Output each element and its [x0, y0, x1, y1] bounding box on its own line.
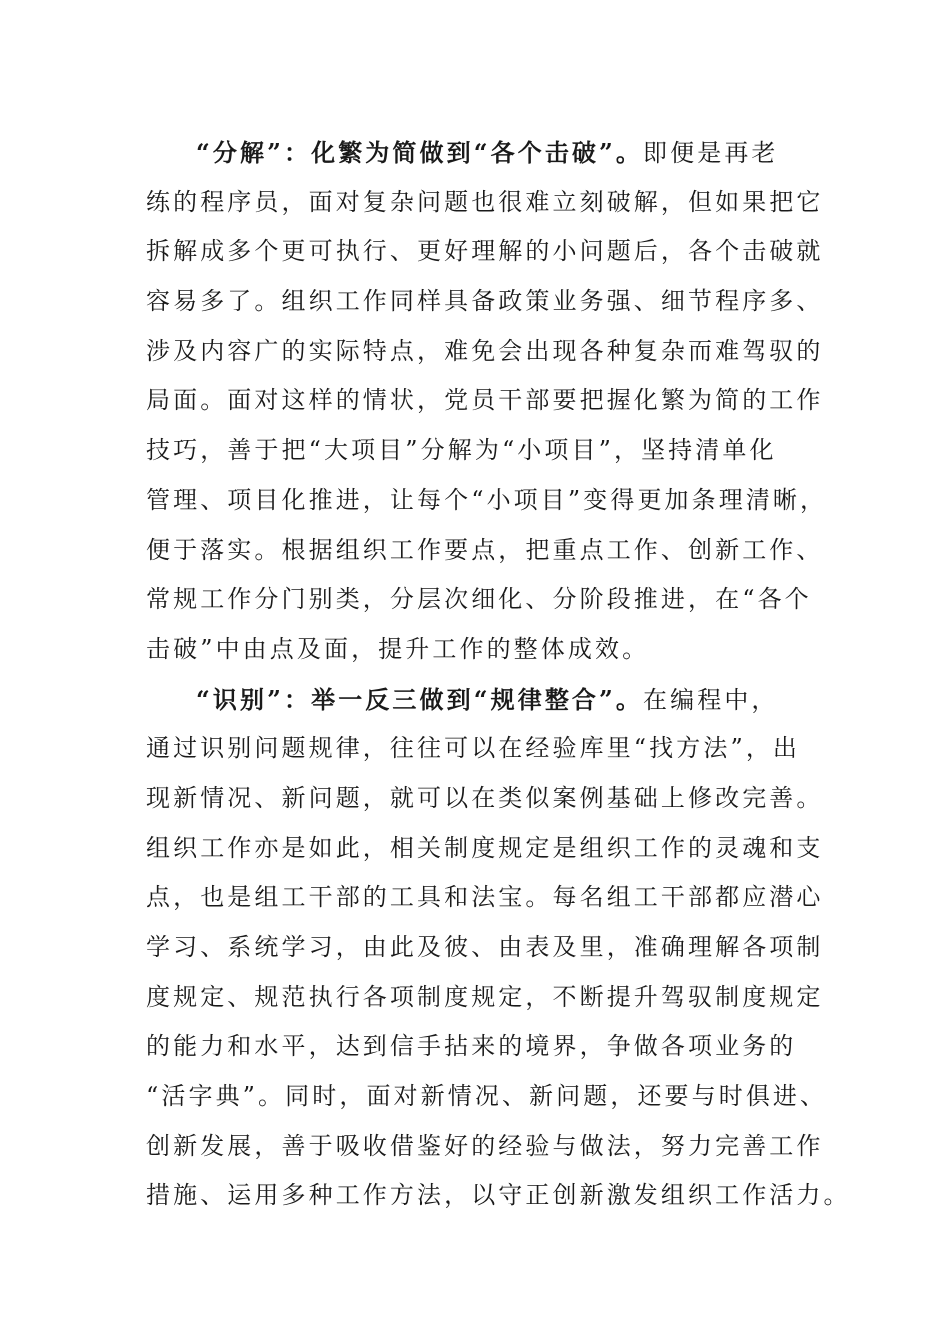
document-body: [146, 128, 851, 1221]
paragraph-line: “活字典”。同时，面对新情况、新问题，还要与时俱进、: [146, 1082, 828, 1111]
line-text: 在编程中，: [643, 685, 779, 714]
paragraph-heading: “识别”：举一反三做到“规律整合”。: [196, 684, 644, 714]
paragraph-line: 局面。面对这样的情状，党员干部要把握化繁为简的工作: [146, 386, 824, 415]
paragraph-line: 现新情况、新问题，就可以在类似案例基础上修改完善。: [146, 783, 824, 812]
paragraph-line: 练的程序员，面对复杂问题也很难立刻破解，但如果把它: [146, 187, 824, 216]
paragraph-line: 拆解成多个更可执行、更好理解的小问题后，各个击破就: [146, 237, 824, 266]
paragraph-line: 通过识别问题规律，往往可以在经验库里“找方法”，出: [146, 734, 801, 763]
paragraph-decompose: [146, 128, 828, 675]
paragraph-line: [146, 128, 806, 178]
paragraph-line: 的能力和水平，达到信手拈来的境界，争做各项业务的: [146, 1032, 797, 1061]
paragraph-line: 便于落实。根据组织工作要点，把重点工作、创新工作、: [146, 535, 824, 564]
paragraph-line: 技巧，善于把“大项目”分解为“小项目”，坚持清单化: [146, 436, 777, 465]
paragraph-line: 管理、项目化推进，让每个“小项目”变得更加条理清晰，: [146, 485, 828, 514]
paragraph-line: 学习、系统学习，由此及彼、由表及里，准确理解各项制: [146, 933, 824, 961]
paragraph-line: 创新发展，善于吸收借鉴好的经验与做法，努力完善工作: [146, 1131, 824, 1160]
paragraph-line: 击破”中由点及面，提升工作的整体成效。: [146, 634, 650, 663]
paragraph-line: 涉及内容广的实际特点，难免会出现各种复杂而难驾驭的: [146, 336, 824, 365]
paragraph-line: 容易多了。组织工作同样具备政策业务强、细节程序多、: [146, 287, 824, 316]
paragraph-identify: [146, 675, 851, 1222]
paragraph-line: 措施、运用多种工作方法，以守正创新激发组织工作活力。: [146, 1181, 851, 1210]
paragraph-line: 常规工作分门别类，分层次细化、分阶段推进，在“各个: [146, 585, 812, 614]
paragraph-line: 点，也是组工干部的工具和法宝。每名组工干部都应潜心: [146, 883, 824, 912]
line-text: 即便是再老: [643, 139, 779, 167]
paragraph-line: [146, 675, 806, 725]
paragraph-heading: “分解”：化繁为简做到“各个击破”。: [196, 138, 644, 167]
paragraph-line: 度规定、规范执行各项制度规定，不断提升驾驭制度规定: [146, 982, 824, 1011]
paragraph-line: 组织工作亦是如此，相关制度规定是组织工作的灵魂和支: [146, 833, 824, 862]
